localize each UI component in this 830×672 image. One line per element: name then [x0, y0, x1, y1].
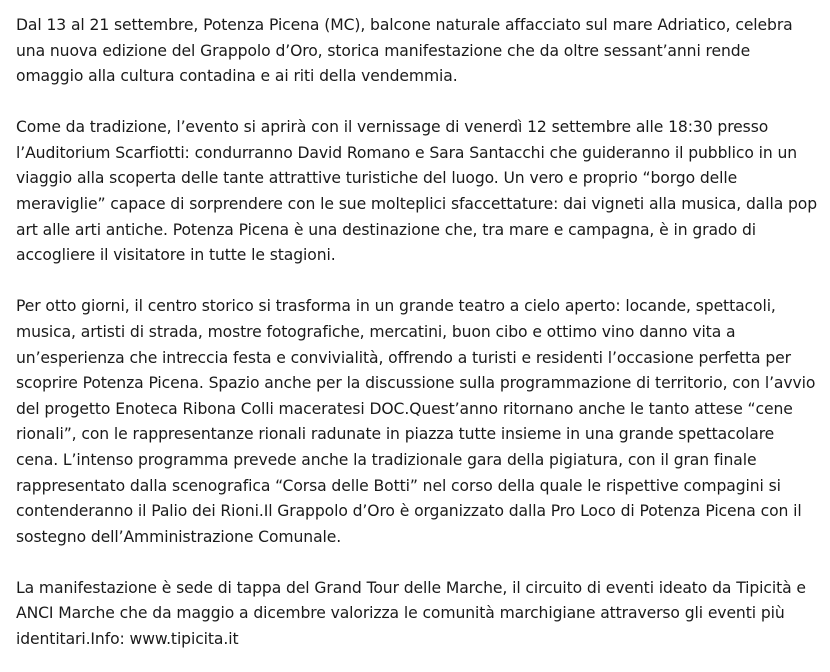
article-paragraph-intro: Dal 13 al 21 settembre, Potenza Picena (MC), balcone naturale affacciato sul mare Adriatico, celebra una nuova edizione del Grappolo d’Oro, storica manifestazione che da oltre sessant’anni rende omaggio alla cultura contadina e ai riti della vendemmia. [16, 16, 793, 86]
article-paragraph-program: Per otto giorni, il centro storico si trasforma in un grande teatro a cielo aperto: locande, spettacoli, musica, artisti di strada, mostre fotografiche, mercatini, buon cibo e ottimo vino danno vita a un’esperienza che intreccia festa e convivialità, offrendo a turisti e residenti l’occasione perfetta per scoprire Potenza Picena. Spazio anche per la discussione sulla programmazione di territorio, con l’avvio del progetto Enoteca Ribona Colli maceratesi DOC.Quest’anno ritornano anche le tanto attese “cene rionali”, con le rappresentanze rionali radunate in piazza tutte insieme in una grande spettacolare cena. L’intenso programma prevede anche la tradizionale gara della pigiatura, con il gran finale rappresentato dalla scenografica “Corsa delle Botti” nel corso della quale le rispettive compagini si contenderanno il Palio dei Rioni.Il Grappolo d’Oro è organizzato dalla Pro Loco di Potenza Picena con il sostegno dell’Amministrazione Comunale. [16, 297, 816, 546]
article-paragraph-vernissage: Come da tradizione, l’evento si aprirà con il vernissage di venerdì 12 settembre alle 18:30 presso l’Auditorium Scarfiotti: condurranno David Romano e Sara Santacchi che guideranno il pubblico in un viaggio alla scoperta delle tante attrattive turistiche del luogo. Un vero e proprio “borgo delle meraviglie” capace di sorprendere con le sue molteplici sfaccettature: dai vigneti alla musica, dalla pop art alle arti antiche. Potenza Picena è una destinazione che, tra mare e campagna, è in grado di accogliere il visitatore in tutte le stagioni. [16, 118, 818, 265]
article-paragraph-grand-tour: La manifestazione è sede di tappa del Grand Tour delle Marche, il circuito di eventi ideato da Tipicità e ANCI Marche che da maggio a dicembre valorizza le comunità marchigiane attraverso gli eventi più identitari.Info: www.tipicita.it [16, 578, 806, 648]
